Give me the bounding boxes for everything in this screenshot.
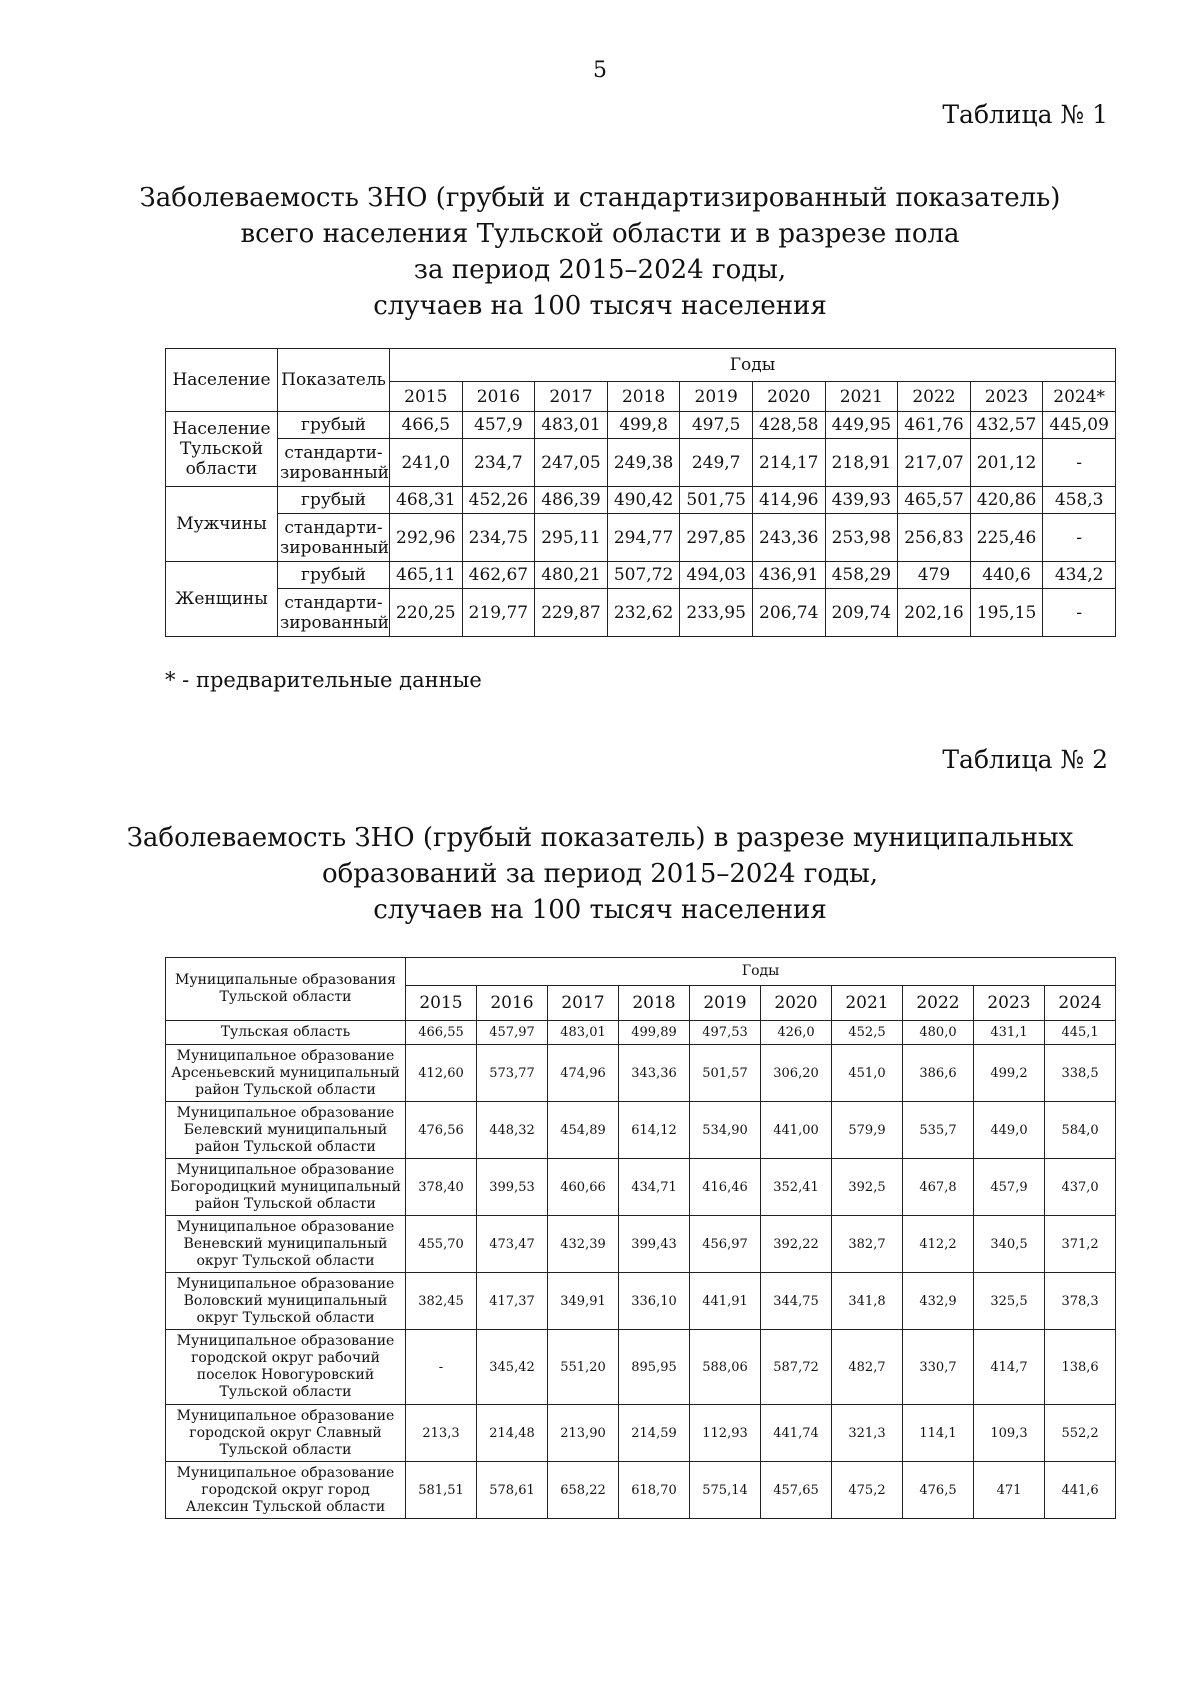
- value-cell: 399,53: [477, 1159, 548, 1216]
- value-cell: 214,59: [619, 1405, 690, 1462]
- value-cell: 432,9: [903, 1273, 974, 1330]
- value-cell: 217,07: [898, 439, 971, 487]
- table-row: [166, 1045, 1116, 1102]
- value-cell: 483,01: [535, 412, 608, 439]
- indicator-cell: грубый: [278, 487, 390, 514]
- value-cell: 382,7: [832, 1216, 903, 1273]
- value-cell: 229,87: [535, 589, 608, 637]
- value-cell: 462,67: [462, 562, 535, 589]
- value-cell: 417,37: [477, 1273, 548, 1330]
- year-header: 2024: [1045, 986, 1116, 1021]
- municipality-name-cell: Муниципальное образование Воловский муниципальный округ Тульской области: [166, 1273, 406, 1330]
- value-cell: 614,12: [619, 1102, 690, 1159]
- value-cell: 219,77: [462, 589, 535, 637]
- value-cell: 475,2: [832, 1462, 903, 1519]
- header-indicator: Показатель: [278, 349, 390, 412]
- table1: [165, 348, 1116, 637]
- indicator-cell: стандарти-зированный: [278, 589, 390, 637]
- value-cell: 243,36: [752, 514, 825, 562]
- value-cell: 507,72: [607, 562, 680, 589]
- value-cell: 112,93: [690, 1405, 761, 1462]
- value-cell: 441,6: [1045, 1462, 1116, 1519]
- value-cell: 587,72: [761, 1330, 832, 1405]
- table2-label: Таблица № 2: [942, 745, 1108, 774]
- value-cell: 220,25: [390, 589, 463, 637]
- year-header: 2024*: [1043, 382, 1116, 412]
- table1-footnote: * - предварительные данные: [165, 668, 482, 692]
- value-cell: 349,91: [548, 1273, 619, 1330]
- value-cell: 501,75: [680, 487, 753, 514]
- value-cell: 432,57: [970, 412, 1043, 439]
- value-cell: 294,77: [607, 514, 680, 562]
- value-cell: 213,3: [406, 1405, 477, 1462]
- value-cell: 352,41: [761, 1159, 832, 1216]
- value-cell: 480,0: [903, 1021, 974, 1045]
- value-cell: 416,46: [690, 1159, 761, 1216]
- table1-label: Таблица № 1: [942, 100, 1108, 129]
- table2-title-line: случаев на 100 тысяч населения: [373, 895, 827, 925]
- table-row: [166, 412, 1116, 439]
- value-cell: 535,7: [903, 1102, 974, 1159]
- year-header: 2015: [406, 986, 477, 1021]
- value-cell: 234,7: [462, 439, 535, 487]
- table-row: [166, 1462, 1116, 1519]
- value-cell: 578,61: [477, 1462, 548, 1519]
- value-cell: 552,2: [1045, 1405, 1116, 1462]
- value-cell: 457,65: [761, 1462, 832, 1519]
- value-cell: 584,0: [1045, 1102, 1116, 1159]
- value-cell: 581,51: [406, 1462, 477, 1519]
- value-cell: 486,39: [535, 487, 608, 514]
- value-cell: 499,89: [619, 1021, 690, 1045]
- table-row: [166, 1021, 1116, 1045]
- table1-title-line: за период 2015–2024 годы,: [413, 255, 787, 285]
- value-cell: 588,06: [690, 1330, 761, 1405]
- value-cell: 392,5: [832, 1159, 903, 1216]
- value-cell: 476,5: [903, 1462, 974, 1519]
- value-cell: 138,6: [1045, 1330, 1116, 1405]
- value-cell: 434,2: [1043, 562, 1116, 589]
- table2: [165, 957, 1116, 1519]
- table2-title-line: образований за период 2015–2024 годы,: [321, 859, 879, 889]
- table-row: [166, 1216, 1116, 1273]
- value-cell: 501,57: [690, 1045, 761, 1102]
- value-cell: 292,96: [390, 514, 463, 562]
- municipality-name-cell: Муниципальное образование Богородицкий муниципальный район Тульской области: [166, 1159, 406, 1216]
- header-population: Население: [166, 349, 278, 412]
- value-cell: 456,97: [690, 1216, 761, 1273]
- value-cell: 426,0: [761, 1021, 832, 1045]
- value-cell: 325,5: [974, 1273, 1045, 1330]
- value-cell: 494,03: [680, 562, 753, 589]
- value-cell: -: [1043, 514, 1116, 562]
- value-cell: 483,01: [548, 1021, 619, 1045]
- table-row: [166, 487, 1116, 514]
- header-years-group: Годы: [406, 958, 1116, 986]
- value-cell: 297,85: [680, 514, 753, 562]
- value-cell: 437,0: [1045, 1159, 1116, 1216]
- year-header: 2017: [548, 986, 619, 1021]
- value-cell: 249,7: [680, 439, 753, 487]
- value-cell: 458,29: [825, 562, 898, 589]
- value-cell: 341,8: [832, 1273, 903, 1330]
- value-cell: 414,7: [974, 1330, 1045, 1405]
- value-cell: 321,3: [832, 1405, 903, 1462]
- value-cell: 234,75: [462, 514, 535, 562]
- value-cell: 534,90: [690, 1102, 761, 1159]
- value-cell: -: [1043, 589, 1116, 637]
- value-cell: 114,1: [903, 1405, 974, 1462]
- value-cell: 206,74: [752, 589, 825, 637]
- value-cell: 241,0: [390, 439, 463, 487]
- value-cell: 458,3: [1043, 487, 1116, 514]
- value-cell: 551,20: [548, 1330, 619, 1405]
- value-cell: 449,95: [825, 412, 898, 439]
- value-cell: 497,5: [680, 412, 753, 439]
- value-cell: 490,42: [607, 487, 680, 514]
- municipality-name-cell: Муниципальное образование Белевский муниципальный район Тульской области: [166, 1102, 406, 1159]
- value-cell: 249,38: [607, 439, 680, 487]
- municipality-name-cell: Тульская область: [166, 1021, 406, 1045]
- value-cell: 247,05: [535, 439, 608, 487]
- group-name-cell: Население Тульской области: [166, 412, 278, 487]
- value-cell: 336,10: [619, 1273, 690, 1330]
- year-header: 2019: [680, 382, 753, 412]
- table-row: [166, 439, 1116, 487]
- indicator-cell: стандарти-зированный: [278, 514, 390, 562]
- value-cell: 479: [898, 562, 971, 589]
- value-cell: 232,62: [607, 589, 680, 637]
- year-header: 2017: [535, 382, 608, 412]
- year-header: 2022: [898, 382, 971, 412]
- value-cell: 441,91: [690, 1273, 761, 1330]
- table-row: [166, 1330, 1116, 1405]
- value-cell: 457,9: [974, 1159, 1045, 1216]
- value-cell: 439,93: [825, 487, 898, 514]
- value-cell: 468,31: [390, 487, 463, 514]
- value-cell: 344,75: [761, 1273, 832, 1330]
- year-header: 2016: [477, 986, 548, 1021]
- year-header: 2023: [974, 986, 1045, 1021]
- value-cell: 445,09: [1043, 412, 1116, 439]
- value-cell: 441,74: [761, 1405, 832, 1462]
- year-header: 2016: [462, 382, 535, 412]
- year-header: 2018: [607, 382, 680, 412]
- value-cell: 449,0: [974, 1102, 1045, 1159]
- year-header: 2018: [619, 986, 690, 1021]
- value-cell: 371,2: [1045, 1216, 1116, 1273]
- value-cell: 345,42: [477, 1330, 548, 1405]
- value-cell: 451,0: [832, 1045, 903, 1102]
- value-cell: 448,32: [477, 1102, 548, 1159]
- value-cell: 382,45: [406, 1273, 477, 1330]
- value-cell: 480,21: [535, 562, 608, 589]
- table2-title-line: Заболеваемость ЗНО (грубый показатель) в разрезе муниципальных: [126, 823, 1074, 853]
- value-cell: 454,89: [548, 1102, 619, 1159]
- table1-title-line: случаев на 100 тысяч населения: [373, 291, 827, 321]
- table-row: [166, 514, 1116, 562]
- table2-title: [0, 820, 1200, 928]
- value-cell: 209,74: [825, 589, 898, 637]
- page-number: 5: [593, 58, 607, 83]
- value-cell: 455,70: [406, 1216, 477, 1273]
- table1-title: [0, 180, 1200, 324]
- value-cell: 457,97: [477, 1021, 548, 1045]
- indicator-cell: грубый: [278, 562, 390, 589]
- value-cell: 412,2: [903, 1216, 974, 1273]
- value-cell: 378,40: [406, 1159, 477, 1216]
- value-cell: 109,3: [974, 1405, 1045, 1462]
- value-cell: 428,58: [752, 412, 825, 439]
- value-cell: 338,5: [1045, 1045, 1116, 1102]
- value-cell: 461,76: [898, 412, 971, 439]
- table1-title-line: всего населения Тульской области и в разрезе пола: [240, 219, 960, 249]
- value-cell: 460,66: [548, 1159, 619, 1216]
- value-cell: 471: [974, 1462, 1045, 1519]
- value-cell: 658,22: [548, 1462, 619, 1519]
- value-cell: 573,77: [477, 1045, 548, 1102]
- table-row: [166, 1273, 1116, 1330]
- value-cell: 474,96: [548, 1045, 619, 1102]
- table-row: [166, 562, 1116, 589]
- year-header: 2021: [825, 382, 898, 412]
- table-row: [166, 1102, 1116, 1159]
- value-cell: 465,57: [898, 487, 971, 514]
- year-header: 2015: [390, 382, 463, 412]
- header-municipality: Муниципальные образования Тульской области: [166, 958, 406, 1021]
- table-row: [166, 1159, 1116, 1216]
- value-cell: 233,95: [680, 589, 753, 637]
- value-cell: 457,9: [462, 412, 535, 439]
- value-cell: 432,39: [548, 1216, 619, 1273]
- group-name-cell: Мужчины: [166, 487, 278, 562]
- year-header: 2021: [832, 986, 903, 1021]
- value-cell: 497,53: [690, 1021, 761, 1045]
- value-cell: 213,90: [548, 1405, 619, 1462]
- value-cell: 378,3: [1045, 1273, 1116, 1330]
- municipality-name-cell: Муниципальное образование Веневский муниципальный округ Тульской области: [166, 1216, 406, 1273]
- value-cell: 306,20: [761, 1045, 832, 1102]
- value-cell: 482,7: [832, 1330, 903, 1405]
- value-cell: 499,2: [974, 1045, 1045, 1102]
- year-header: 2020: [761, 986, 832, 1021]
- value-cell: 466,55: [406, 1021, 477, 1045]
- value-cell: 434,71: [619, 1159, 690, 1216]
- year-header: 2022: [903, 986, 974, 1021]
- value-cell: 465,11: [390, 562, 463, 589]
- value-cell: 452,26: [462, 487, 535, 514]
- value-cell: 476,56: [406, 1102, 477, 1159]
- value-cell: -: [406, 1330, 477, 1405]
- value-cell: 343,36: [619, 1045, 690, 1102]
- value-cell: 330,7: [903, 1330, 974, 1405]
- municipality-name-cell: Муниципальное образование городской округ Славный Тульской области: [166, 1405, 406, 1462]
- value-cell: 414,96: [752, 487, 825, 514]
- value-cell: 253,98: [825, 514, 898, 562]
- group-name-cell: Женщины: [166, 562, 278, 637]
- value-cell: 440,6: [970, 562, 1043, 589]
- value-cell: 214,48: [477, 1405, 548, 1462]
- value-cell: 340,5: [974, 1216, 1045, 1273]
- value-cell: 195,15: [970, 589, 1043, 637]
- value-cell: 392,22: [761, 1216, 832, 1273]
- value-cell: 575,14: [690, 1462, 761, 1519]
- value-cell: 256,83: [898, 514, 971, 562]
- value-cell: 420,86: [970, 487, 1043, 514]
- value-cell: 445,1: [1045, 1021, 1116, 1045]
- value-cell: 399,43: [619, 1216, 690, 1273]
- value-cell: 225,46: [970, 514, 1043, 562]
- value-cell: 618,70: [619, 1462, 690, 1519]
- value-cell: 499,8: [607, 412, 680, 439]
- value-cell: 466,5: [390, 412, 463, 439]
- value-cell: 441,00: [761, 1102, 832, 1159]
- municipality-name-cell: Муниципальное образование городской округ город Алексин Тульской области: [166, 1462, 406, 1519]
- value-cell: 214,17: [752, 439, 825, 487]
- value-cell: 473,47: [477, 1216, 548, 1273]
- indicator-cell: стандарти-зированный: [278, 439, 390, 487]
- table-row: [166, 1405, 1116, 1462]
- table-row: [166, 589, 1116, 637]
- value-cell: 386,6: [903, 1045, 974, 1102]
- value-cell: 202,16: [898, 589, 971, 637]
- municipality-name-cell: Муниципальное образование городской округ рабочий поселок Новогуровский Тульской области: [166, 1330, 406, 1405]
- year-header: 2020: [752, 382, 825, 412]
- year-header: 2023: [970, 382, 1043, 412]
- header-years-group: Годы: [390, 349, 1116, 382]
- value-cell: 579,9: [832, 1102, 903, 1159]
- table1-title-line: Заболеваемость ЗНО (грубый и стандартизированный показатель): [139, 183, 1061, 213]
- value-cell: 201,12: [970, 439, 1043, 487]
- value-cell: 436,91: [752, 562, 825, 589]
- value-cell: 295,11: [535, 514, 608, 562]
- value-cell: 412,60: [406, 1045, 477, 1102]
- municipality-name-cell: Муниципальное образование Арсеньевский муниципальный район Тульской области: [166, 1045, 406, 1102]
- year-header: 2019: [690, 986, 761, 1021]
- value-cell: 467,8: [903, 1159, 974, 1216]
- value-cell: 431,1: [974, 1021, 1045, 1045]
- value-cell: 218,91: [825, 439, 898, 487]
- value-cell: -: [1043, 439, 1116, 487]
- indicator-cell: грубый: [278, 412, 390, 439]
- value-cell: 452,5: [832, 1021, 903, 1045]
- value-cell: 895,95: [619, 1330, 690, 1405]
